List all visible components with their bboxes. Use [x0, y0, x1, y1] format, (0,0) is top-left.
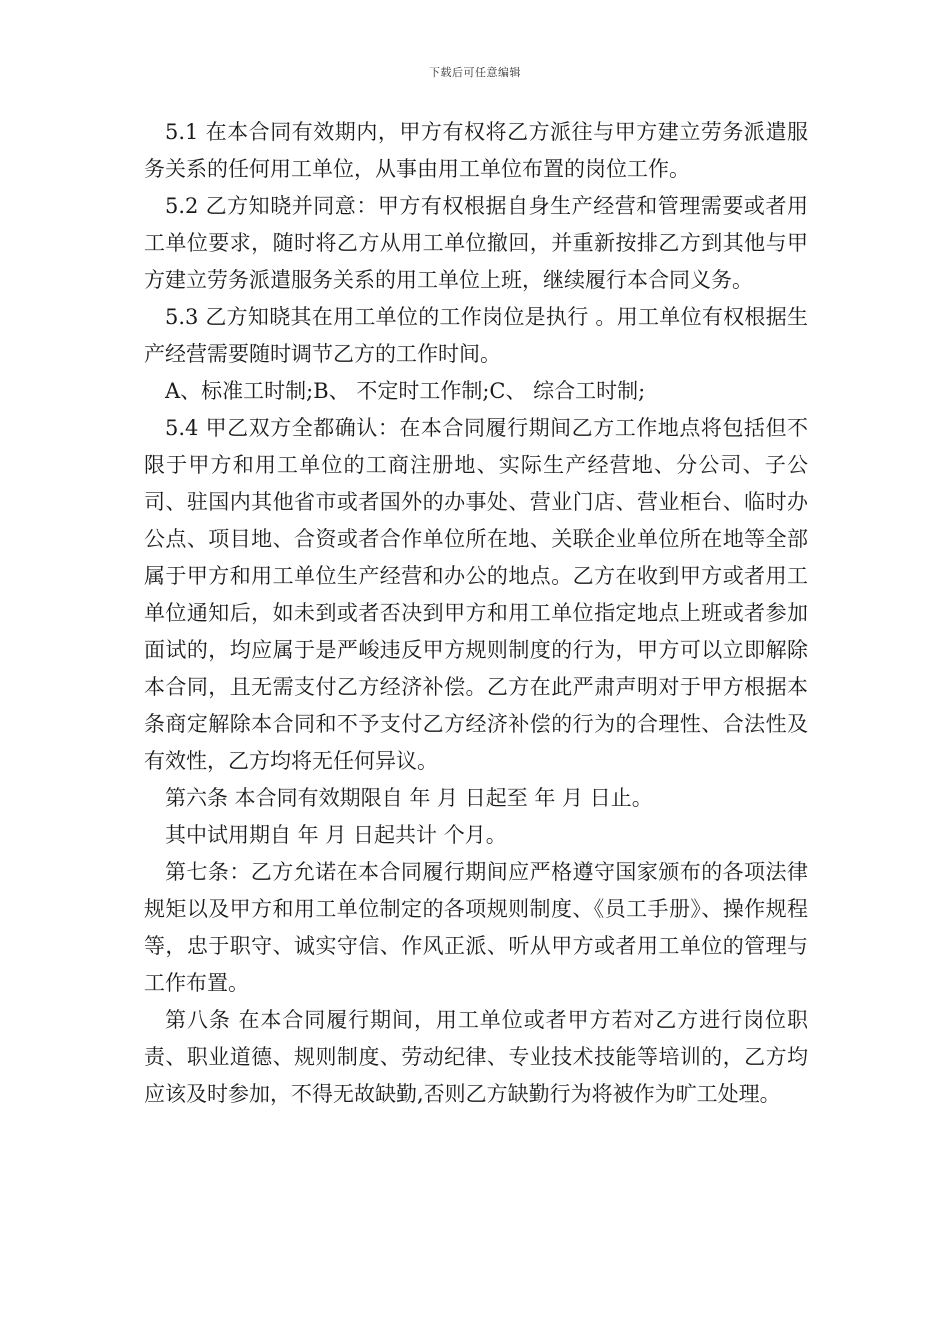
- clause-5-4: 5.4 甲乙双方全都确认：在本合同履行期间乙方工作地点将包括但不限于甲方和用工单位的工商注册地、实际生产经营地、分公司、子公司、驻国内其他省市或者国外的办事处、营业门店、营业柜台、临时办公点、项目地、合资或者合作单位所在地、关联企业单位所在地等全部属于甲方和用工单位生产经营和办公的地点。乙方在收到甲方或者用工单位通知后，如未到或者否决到甲方和用工单位指定地点上班或者参加面试的，均应属于是严峻违反甲方规则制度的行为，甲方可以立即解除本合同，且无需支付乙方经济补偿。乙方在此严肃声明对于甲方根据本条商定解除本合同和不予支付乙方经济补偿的行为的合理性、合法性及有效性，乙方均将无任何异议。: [144, 416, 808, 773]
- page-header: 下载后可任意编辑: [429, 66, 521, 79]
- article-8: 第八条 在本合同履行期间，用工单位或者甲方若对乙方进行岗位职责、职业道德、规则制度、劳动纪律、专业技术技能等培训的，乙方均应该及时参加，不得无故缺勤,否则乙方缺勤行为将被作为旷工处理。: [144, 1008, 808, 1106]
- clause-5-3: 5.3 乙方知晓其在用工单位的工作岗位是执行 。用工单位有权根据生产经营需要随时调节乙方的工作时间。: [144, 305, 808, 366]
- probation-period: 其中试用期自 年 月 日起共计 个月。: [165, 823, 507, 847]
- article-7: 第七条：乙方允诺在本合同履行期间应严格遵守国家颁布的各项法律规矩以及甲方和用工单位制定的各项规则制度、《员工手册》、操作规程等，忠于职守、诚实守信、作风正派、听从甲方或者用工单位的管理与工作布置。: [144, 860, 808, 995]
- document-body: [144, 114, 808, 1113]
- clause-5-2: 5.2 乙方知晓并同意：甲方有权根据自身生产经营和管理需要或者用工单位要求，随时将乙方从用工单位撤回，并重新按排乙方到其他与甲方建立劳务派遣服务关系的用工单位上班，继续履行本合同义务。: [144, 194, 808, 292]
- clause-5-1: 5.1 在本合同有效期内，甲方有权将乙方派往与甲方建立劳务派遣服务关系的任何用工单位，从事由用工单位布置的岗位工作。: [144, 120, 808, 181]
- work-hours-options: A、标准工时制;B、 不定时工作制;C、 综合工时制;: [165, 379, 646, 403]
- article-6: 第六条 本合同有效期限自 年 月 日起至 年 月 日止。: [165, 786, 653, 810]
